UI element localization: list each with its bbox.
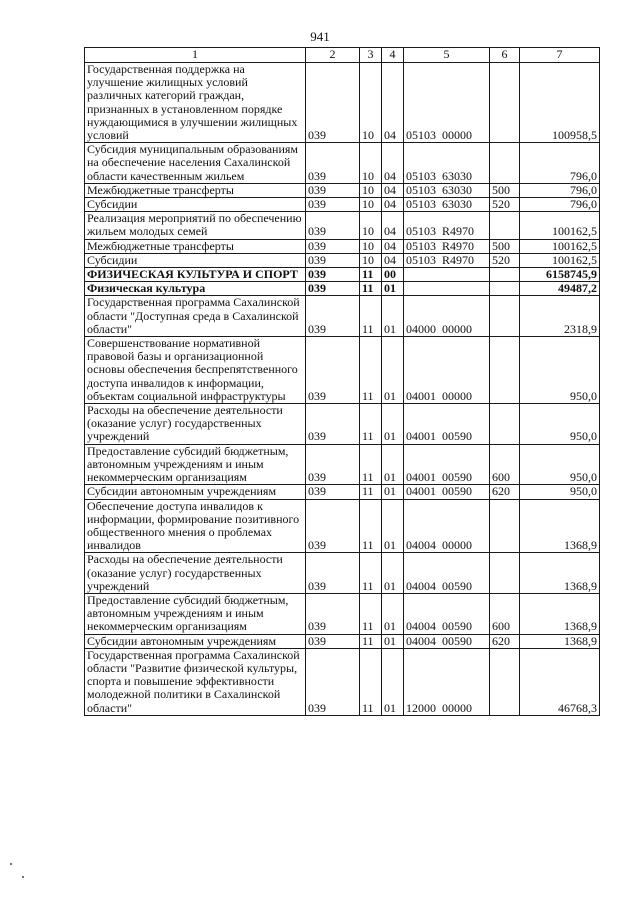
section-cell: 10 <box>360 212 382 239</box>
section-cell: 11 <box>360 648 382 715</box>
row-name-cell: Совершенствование нормативной правовой базы и организационной основы обеспечения беспрепятственного доступа инвалидов к информации, объектам социальной инфраструктуры <box>85 337 306 404</box>
target-article-cell: 04004 00590 <box>404 553 490 594</box>
row-name-cell: Физическая культура <box>85 282 306 296</box>
row-name-cell: ФИЗИЧЕСКАЯ КУЛЬТУРА И СПОРТ <box>85 268 306 282</box>
target-article-cell: 04000 00000 <box>404 296 490 337</box>
expense-type-cell: 520 <box>490 198 520 212</box>
subsection-cell: 01 <box>382 648 404 715</box>
target-article-cell: 04004 00590 <box>404 593 490 634</box>
expense-type-cell <box>490 212 520 239</box>
section-cell: 11 <box>360 282 382 296</box>
target-article-cell: 05103 R4970 <box>404 212 490 239</box>
subsection-cell: 01 <box>382 593 404 634</box>
table-row <box>85 239 600 253</box>
table-row <box>85 268 600 282</box>
target-article-cell: 04001 00000 <box>404 337 490 404</box>
subsection-cell: 04 <box>382 183 404 197</box>
target-article-cell: 05103 63030 <box>404 143 490 184</box>
subsection-cell: 04 <box>382 63 404 143</box>
column-header: 7 <box>520 48 600 63</box>
target-article-cell: 12000 00000 <box>404 648 490 715</box>
admin-code-cell: 039 <box>306 239 360 253</box>
column-header: 4 <box>382 48 404 63</box>
expense-type-cell: 500 <box>490 183 520 197</box>
amount-cell: 950,0 <box>520 444 600 485</box>
amount-cell: 49487,2 <box>520 282 600 296</box>
section-cell: 11 <box>360 553 382 594</box>
subsection-cell: 04 <box>382 212 404 239</box>
target-article-cell: 05103 R4970 <box>404 239 490 253</box>
amount-cell: 100162,5 <box>520 239 600 253</box>
amount-cell: 2318,9 <box>520 296 600 337</box>
expense-type-cell: 600 <box>490 444 520 485</box>
row-name-cell: Межбюджетные трансферты <box>85 183 306 197</box>
amount-cell: 1368,9 <box>520 634 600 648</box>
subsection-cell: 04 <box>382 143 404 184</box>
expense-type-cell <box>490 268 520 282</box>
expense-type-cell <box>490 282 520 296</box>
section-cell: 11 <box>360 296 382 337</box>
table-row <box>85 282 600 296</box>
column-header: 3 <box>360 48 382 63</box>
table-row <box>85 593 600 634</box>
table-row <box>85 553 600 594</box>
target-article-cell <box>404 268 490 282</box>
budget-table <box>84 47 600 716</box>
admin-code-cell: 039 <box>306 634 360 648</box>
admin-code-cell: 039 <box>306 282 360 296</box>
table-row <box>85 499 600 553</box>
subsection-cell: 01 <box>382 296 404 337</box>
target-article-cell: 04001 00590 <box>404 444 490 485</box>
admin-code-cell: 039 <box>306 63 360 143</box>
subsection-cell: 04 <box>382 239 404 253</box>
amount-cell: 1368,9 <box>520 553 600 594</box>
admin-code-cell: 039 <box>306 183 360 197</box>
table-row <box>85 212 600 239</box>
subsection-cell: 01 <box>382 634 404 648</box>
target-article-cell: 05103 00000 <box>404 63 490 143</box>
amount-cell: 950,0 <box>520 485 600 499</box>
subsection-cell: 04 <box>382 253 404 267</box>
table-header-row <box>85 48 600 63</box>
expense-type-cell <box>490 648 520 715</box>
amount-cell: 100958,5 <box>520 63 600 143</box>
subsection-cell: 01 <box>382 485 404 499</box>
table-row <box>85 198 600 212</box>
section-cell: 11 <box>360 634 382 648</box>
row-name-cell: Государственная поддержка на улучшение жилищных условий различных категорий граждан, признанных в установленном порядке нуждающимися в улучшении жилищных условий <box>85 63 306 143</box>
section-cell: 11 <box>360 444 382 485</box>
expense-type-cell: 620 <box>490 485 520 499</box>
row-name-cell: Государственная программа Сахалинской области "Доступная среда в Сахалинской области" <box>85 296 306 337</box>
amount-cell: 796,0 <box>520 143 600 184</box>
expense-type-cell <box>490 499 520 553</box>
row-name-cell: Расходы на обеспечение деятельности (оказание услуг) государственных учреждений <box>85 404 306 445</box>
target-article-cell <box>404 282 490 296</box>
table-row <box>85 444 600 485</box>
admin-code-cell: 039 <box>306 212 360 239</box>
target-article-cell: 04001 00590 <box>404 485 490 499</box>
section-cell: 10 <box>360 143 382 184</box>
admin-code-cell: 039 <box>306 499 360 553</box>
amount-cell: 950,0 <box>520 337 600 404</box>
admin-code-cell: 039 <box>306 485 360 499</box>
subsection-cell: 01 <box>382 444 404 485</box>
section-cell: 10 <box>360 239 382 253</box>
subsection-cell: 01 <box>382 404 404 445</box>
subsection-cell: 04 <box>382 198 404 212</box>
scan-speck <box>22 876 24 878</box>
section-cell: 11 <box>360 404 382 445</box>
amount-cell: 1368,9 <box>520 499 600 553</box>
target-article-cell: 04004 00000 <box>404 499 490 553</box>
expense-type-cell <box>490 404 520 445</box>
section-cell: 11 <box>360 593 382 634</box>
expense-type-cell <box>490 337 520 404</box>
table-row <box>85 253 600 267</box>
row-name-cell: Реализация мероприятий по обеспечению жильем молодых семей <box>85 212 306 239</box>
amount-cell: 100162,5 <box>520 253 600 267</box>
subsection-cell: 01 <box>382 553 404 594</box>
expense-type-cell <box>490 296 520 337</box>
expense-type-cell <box>490 63 520 143</box>
section-cell: 10 <box>360 63 382 143</box>
expense-type-cell: 620 <box>490 634 520 648</box>
row-name-cell: Субсидия муниципальным образованиям на обеспечение населения Сахалинской области качественным жильем <box>85 143 306 184</box>
section-cell: 11 <box>360 499 382 553</box>
table-row <box>85 634 600 648</box>
expense-type-cell <box>490 553 520 594</box>
row-name-cell: Межбюджетные трансферты <box>85 239 306 253</box>
target-article-cell: 04001 00590 <box>404 404 490 445</box>
row-name-cell: Предоставление субсидий бюджетным, автономным учреждениям и иным некоммерческим организациям <box>85 593 306 634</box>
admin-code-cell: 039 <box>306 268 360 282</box>
admin-code-cell: 039 <box>306 444 360 485</box>
section-cell: 10 <box>360 183 382 197</box>
target-article-cell: 05103 63030 <box>404 183 490 197</box>
target-article-cell: 05103 R4970 <box>404 253 490 267</box>
column-header: 1 <box>85 48 306 63</box>
expense-type-cell: 500 <box>490 239 520 253</box>
admin-code-cell: 039 <box>306 198 360 212</box>
table-row <box>85 296 600 337</box>
column-header: 6 <box>490 48 520 63</box>
table-row <box>85 648 600 715</box>
section-cell: 11 <box>360 268 382 282</box>
expense-type-cell <box>490 143 520 184</box>
expense-type-cell: 600 <box>490 593 520 634</box>
amount-cell: 46768,3 <box>520 648 600 715</box>
table-row <box>85 337 600 404</box>
admin-code-cell: 039 <box>306 593 360 634</box>
subsection-cell: 00 <box>382 268 404 282</box>
section-cell: 10 <box>360 198 382 212</box>
row-name-cell: Субсидии автономным учреждениям <box>85 485 306 499</box>
row-name-cell: Расходы на обеспечение деятельности (оказание услуг) государственных учреждений <box>85 553 306 594</box>
row-name-cell: Субсидии автономным учреждениям <box>85 634 306 648</box>
table-row <box>85 485 600 499</box>
column-header: 5 <box>404 48 490 63</box>
scan-speck <box>10 863 12 865</box>
row-name-cell: Субсидии <box>85 253 306 267</box>
amount-cell: 6158745,9 <box>520 268 600 282</box>
row-name-cell: Государственная программа Сахалинской области "Развитие физической культуры, спорта и повышение эффективности молодежной политики в Сахалинской области" <box>85 648 306 715</box>
amount-cell: 796,0 <box>520 183 600 197</box>
table-row <box>85 183 600 197</box>
subsection-cell: 01 <box>382 282 404 296</box>
expense-type-cell: 520 <box>490 253 520 267</box>
subsection-cell: 01 <box>382 337 404 404</box>
amount-cell: 100162,5 <box>520 212 600 239</box>
admin-code-cell: 039 <box>306 296 360 337</box>
section-cell: 11 <box>360 485 382 499</box>
row-name-cell: Предоставление субсидий бюджетным, автономным учреждениям и иным некоммерческим организациям <box>85 444 306 485</box>
admin-code-cell: 039 <box>306 337 360 404</box>
admin-code-cell: 039 <box>306 143 360 184</box>
amount-cell: 1368,9 <box>520 593 600 634</box>
amount-cell: 796,0 <box>520 198 600 212</box>
page-number: 941 <box>310 29 330 44</box>
table-row <box>85 143 600 184</box>
subsection-cell: 01 <box>382 499 404 553</box>
table-row <box>85 404 600 445</box>
column-header: 2 <box>306 48 360 63</box>
section-cell: 10 <box>360 253 382 267</box>
admin-code-cell: 039 <box>306 648 360 715</box>
amount-cell: 950,0 <box>520 404 600 445</box>
target-article-cell: 05103 63030 <box>404 198 490 212</box>
row-name-cell: Субсидии <box>85 198 306 212</box>
target-article-cell: 04004 00590 <box>404 634 490 648</box>
table-row <box>85 63 600 143</box>
row-name-cell: Обеспечение доступа инвалидов к информации, формирование позитивного общественного мнения о проблемах инвалидов <box>85 499 306 553</box>
admin-code-cell: 039 <box>306 404 360 445</box>
admin-code-cell: 039 <box>306 553 360 594</box>
section-cell: 11 <box>360 337 382 404</box>
admin-code-cell: 039 <box>306 253 360 267</box>
